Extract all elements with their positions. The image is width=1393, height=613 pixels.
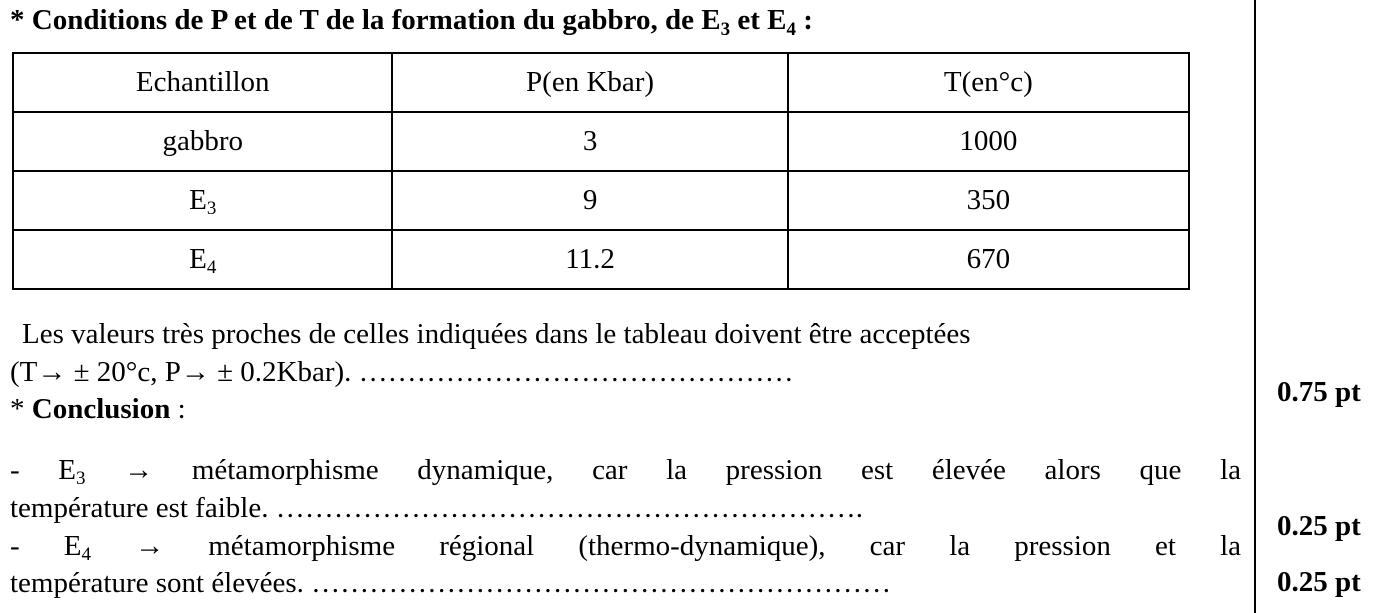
cell-temperature: 670 xyxy=(788,230,1189,289)
points-e4: 0.25 pt xyxy=(1277,566,1361,598)
conclusion-e4-line-2: température sont élevées. …………………………………………………… xyxy=(10,567,892,599)
table-row xyxy=(13,112,1189,171)
margin-divider xyxy=(1254,0,1256,613)
header-pressure: P(en Kbar) xyxy=(392,53,787,112)
cell-sample: $E_4$ xyxy=(13,230,392,289)
cell-pressure: 11.2 xyxy=(392,230,787,289)
pt-conditions-table xyxy=(12,52,1190,290)
cell-sample: $E_3$ xyxy=(13,171,392,230)
table-header-row xyxy=(13,53,1189,112)
header-echantillon: Echantillon xyxy=(13,53,392,112)
header-temperature: T(en°c) xyxy=(788,53,1189,112)
cell-pressure: 3 xyxy=(392,112,787,171)
cell-temperature: 350 xyxy=(788,171,1189,230)
points-e3: 0.25 pt xyxy=(1277,510,1361,542)
cell-pressure: 9 xyxy=(392,171,787,230)
note-line-1: Les valeurs très proches de celles indiquées dans le tableau doivent être acceptées xyxy=(22,318,971,350)
section-heading: * Conditions de P et de T de la formation du gabbro, de $E_3$ et $E_4$ : xyxy=(10,4,813,40)
conclusion-e4-line-1: - $E_4$ → métamorphisme régional (thermo-dynamique), car la pression et la xyxy=(10,530,1241,565)
points-note: 0.75 pt xyxy=(1277,376,1361,408)
table-row xyxy=(13,230,1189,289)
conclusion-e3-line-2: température est faible. ……………………………………………………. xyxy=(10,492,863,524)
cell-temperature: 1000 xyxy=(788,112,1189,171)
conclusion-title: * Conclusion : xyxy=(10,393,186,425)
cell-sample: gabbro xyxy=(13,112,392,171)
note-line-2: (T→ ± 20°c, P→ ± 0.2Kbar). ……………………………………… xyxy=(10,356,794,388)
conclusion-e3-line-1: - $E_3$ → métamorphisme dynamique, car la pression est élevée alors que la xyxy=(10,454,1242,489)
table-row xyxy=(13,171,1189,230)
